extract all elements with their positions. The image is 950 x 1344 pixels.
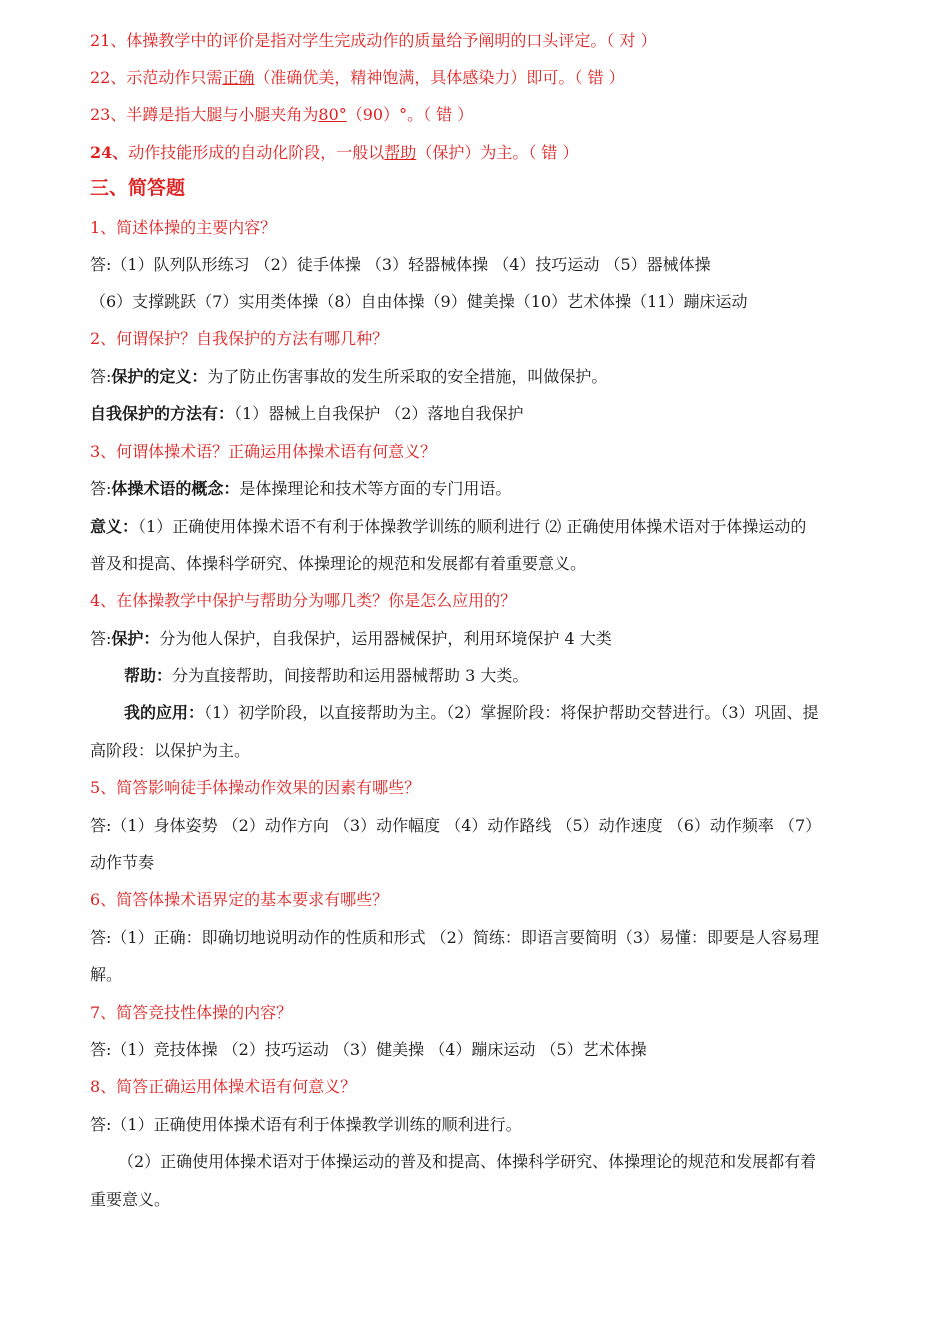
answer-2-line-2 — [90, 403, 523, 425]
tf-item-24 — [90, 142, 579, 164]
question-6: 6、简答体操术语界定的基本要求有哪些？ — [90, 890, 389, 909]
tf-underlined-term: 正确 — [222, 68, 255, 87]
tf-correction: （准确优美，精神饱满，具体感染力）即可。 — [254, 68, 575, 87]
tf-statement: 示范动作只需 — [126, 68, 223, 87]
answer-4-line-1 — [90, 628, 612, 650]
answer-term: 意义： — [90, 517, 139, 536]
tf-answer: （ 错 ） — [423, 105, 474, 124]
tf-underlined-term: 80° — [318, 105, 347, 124]
question-7: 7、简答竞技性体操的内容？ — [90, 1003, 293, 1022]
tf-item-23 — [90, 104, 473, 126]
tf-answer: （ 对 ） — [606, 31, 657, 50]
section-title: 三、简答题 — [90, 177, 186, 199]
tf-answer: （ 错 ） — [574, 68, 625, 87]
answer-text: （1）正确使用体操术语不有利于体操教学训练的顺利进行 ⑵ 正确使用体操术语对于体操运动的 — [138, 517, 807, 536]
tf-item-22 — [90, 67, 625, 89]
tf-statement: 半蹲是指大腿与小腿夹角为 — [126, 105, 319, 124]
answer-term: 保护的定义： — [111, 367, 208, 386]
question-5: 5、简答影响徒手体操动作效果的因素有哪些？ — [90, 778, 421, 797]
answer-8-line-2: （2）正确使用体操术语对于体操运动的普及和提高、体操科学研究、体操理论的规范和发展都有着 — [118, 1152, 817, 1171]
answer-5-line-2: 动作节奏 — [90, 853, 155, 872]
answer-6-line-1: 答:（1）正确：即确切地说明动作的性质和形式 （2）简练：即语言要简明（3）易懂：即要是人容易理 — [90, 928, 820, 947]
tf-underlined-term: 帮助 — [384, 143, 417, 162]
answer-prefix: 答: — [90, 367, 112, 386]
tf-correction: （保护）为主。 — [416, 143, 529, 162]
answer-text: （1）器械上自我保护 （2）落地自我保护 — [234, 404, 524, 423]
answer-term: 保护： — [111, 629, 160, 648]
answer-7-line-1: 答:（1）竞技体操 （2）技巧运动 （3）健美操 （4）蹦床运动 （5）艺术体操 — [90, 1040, 647, 1059]
answer-3-line-1 — [90, 478, 511, 500]
answer-term: 自我保护的方法有： — [90, 404, 235, 423]
answer-8-line-1: 答:（1）正确使用体操术语有利于体操教学训练的顺利进行。 — [90, 1115, 522, 1134]
question-4: 4、在体操教学中保护与帮助分为哪几类？你是怎么应用的？ — [90, 591, 517, 610]
answer-term: 帮助： — [124, 666, 173, 685]
tf-number: 24、 — [90, 143, 129, 162]
question-8: 8、简答正确运用体操术语有何意义？ — [90, 1077, 357, 1096]
question-3: 3、何谓体操术语？正确运用体操术语有何意义？ — [90, 442, 437, 461]
tf-correction: （90）°。 — [346, 105, 424, 124]
answer-8-line-3: 重要意义。 — [90, 1190, 171, 1209]
answer-text: 是体操理论和技术等方面的专门用语。 — [239, 479, 512, 498]
answer-3-line-3: 普及和提高、体操科学研究、体操理论的规范和发展都有着重要意义。 — [90, 554, 587, 573]
answer-prefix: 答: — [90, 479, 112, 498]
answer-text: （1）初学阶段，以直接帮助为主。（2）掌握阶段：将保护帮助交替进行。（3）巩固、提 — [204, 703, 819, 722]
answer-6-line-2: 解。 — [90, 965, 123, 984]
question-1: 1、简述体操的主要内容？ — [90, 218, 277, 237]
answer-term: 我的应用： — [124, 703, 205, 722]
answer-3-line-2 — [90, 516, 806, 538]
answer-5-line-1: 答:（1）身体姿势 （2）动作方向 （3）动作幅度 （4）动作路线 （5）动作速度 （6）动作频率 （7） — [90, 816, 822, 835]
tf-statement: 动作技能形成的自动化阶段，一般以 — [128, 143, 385, 162]
answer-1-line-1: 答:（1）队列队形练习 （2）徒手体操 （3）轻器械体操 （4）技巧运动 （5）器械体操 — [90, 255, 711, 274]
answer-2-line-1 — [90, 366, 607, 388]
answer-1-line-2: （6）支撑跳跃（7）实用类体操（8）自由体操（9）健美操（10）艺术体操（11）蹦床运动 — [90, 292, 748, 311]
answer-prefix: 答: — [90, 629, 112, 648]
tf-statement: 体操教学中的评价是指对学生完成动作的质量给予阐明的口头评定。 — [126, 31, 607, 50]
tf-item-21 — [90, 30, 657, 52]
answer-term: 体操术语的概念： — [111, 479, 240, 498]
tf-answer: （ 错 ） — [528, 143, 579, 162]
answer-4-line-2 — [124, 665, 528, 687]
question-2: 2、何谓保护？自我保护的方法有哪几种？ — [90, 329, 389, 348]
tf-number: 21、 — [90, 31, 127, 50]
answer-4-line-4: 高阶段：以保护为主。 — [90, 741, 251, 760]
answer-4-line-3 — [124, 702, 819, 724]
answer-text: 分为他人保护，自我保护，运用器械保护，利用环境保护 4 大类 — [159, 629, 612, 648]
tf-number: 22、 — [90, 68, 127, 87]
answer-text: 分为直接帮助，间接帮助和运用器械帮助 3 大类。 — [172, 666, 529, 685]
tf-number: 23、 — [90, 105, 127, 124]
answer-text: 为了防止伤害事故的发生所采取的安全措施，叫做保护。 — [207, 367, 608, 386]
